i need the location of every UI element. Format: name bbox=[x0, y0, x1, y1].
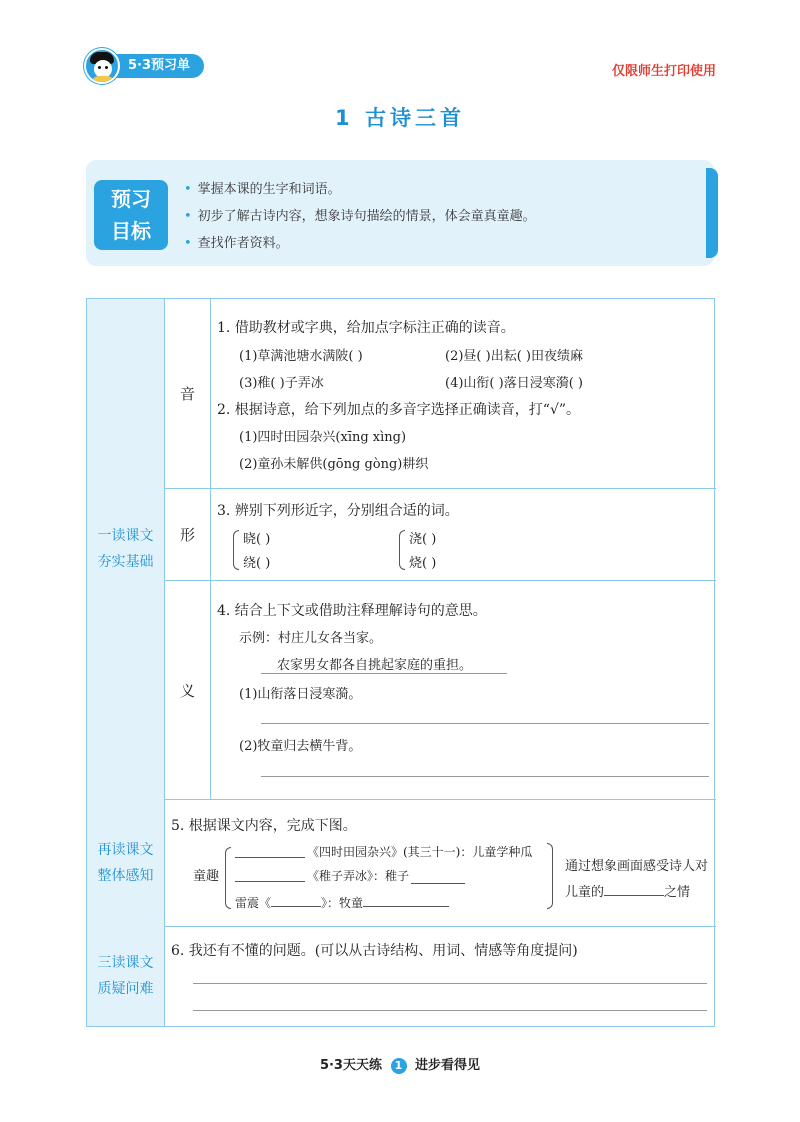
page-title: 1 古诗三首 bbox=[335, 106, 465, 130]
q5-right-2-post: 之情 bbox=[664, 885, 691, 900]
answer-line[interactable] bbox=[261, 723, 709, 724]
exercise-table bbox=[86, 298, 715, 1027]
q1-item-4: (4)山衔( )落日浸寒漪( ) bbox=[445, 376, 583, 391]
answer-line[interactable] bbox=[193, 983, 707, 984]
brand-label: 5·3预习单 bbox=[106, 54, 204, 78]
q1-item-2: (2)昼( )出耘( )田夜绩麻 bbox=[445, 349, 583, 364]
q3-a1: 晓( ) bbox=[243, 532, 271, 547]
sub-label-yin: 音 bbox=[165, 299, 211, 488]
footer-left: 5·3天天练 bbox=[319, 1058, 382, 1073]
q5-branch-3-pre: 雷震《 bbox=[235, 896, 272, 910]
section-1-line2: 夯实基础 bbox=[97, 554, 154, 570]
brand-logo bbox=[84, 48, 204, 84]
page-footer bbox=[0, 1054, 800, 1074]
q1-item-1: (1)草满池塘水满陂( ) bbox=[239, 349, 363, 364]
restriction-note: 仅限师生打印使用 bbox=[611, 64, 716, 79]
blank-line[interactable] bbox=[363, 893, 449, 907]
q5-right-1: 通过想象画面感受诗人对 bbox=[565, 859, 709, 874]
footer-right: 进步看得见 bbox=[415, 1058, 481, 1073]
q3-b1: 浇( ) bbox=[409, 532, 437, 547]
section-1-line1: 一读课文 bbox=[97, 528, 154, 544]
answer-line[interactable] bbox=[193, 1010, 707, 1011]
q4-item-1: (1)山衔落日浸寒漪。 bbox=[239, 687, 362, 702]
page-number: 1 bbox=[391, 1058, 407, 1074]
brace-left-a bbox=[233, 530, 239, 570]
goals-badge bbox=[94, 180, 168, 250]
q5-root: 童趣 bbox=[193, 869, 220, 884]
q4-item-2: (2)牧童归去横牛背。 bbox=[239, 739, 362, 754]
q5-right-2-pre: 儿童的 bbox=[565, 885, 605, 900]
brace-right-diagram bbox=[547, 843, 553, 909]
q1-item-3: (3)稚( )子弄冰 bbox=[239, 376, 324, 391]
xing-content bbox=[217, 488, 712, 580]
yin-content bbox=[217, 299, 712, 488]
q4-prompt: 4. 结合上下文或借助注释理解诗句的意思。 bbox=[217, 603, 487, 619]
q5-branch-3 bbox=[235, 893, 449, 911]
q5-branch-2: 《稚子弄冰》：稚子 bbox=[307, 869, 410, 883]
sub-label-yi: 义 bbox=[165, 580, 211, 799]
goals-edge-decoration bbox=[706, 168, 718, 258]
brace-left-b bbox=[399, 530, 405, 570]
q1-prompt: 1. 借助教材或字典，给加点字标注正确的读音。 bbox=[217, 320, 515, 336]
goals-list bbox=[184, 176, 536, 257]
yi-content bbox=[217, 580, 712, 799]
q6-content bbox=[171, 926, 713, 1026]
q3-a2: 绕( ) bbox=[243, 556, 271, 571]
q3-b2: 烧( ) bbox=[409, 556, 437, 571]
q5-right-2 bbox=[565, 881, 690, 900]
blank-line[interactable] bbox=[235, 881, 305, 882]
goal-item: • 初步了解古诗内容，想象诗句描绘的情景，体会童真童趣。 bbox=[184, 203, 536, 230]
goal-item: • 掌握本课的生字和词语。 bbox=[184, 176, 536, 203]
q2-item-2: (2)童孙未解供(gōng gòng)耕织 bbox=[239, 457, 429, 472]
section-label-3 bbox=[87, 926, 165, 1026]
goals-box bbox=[86, 160, 714, 266]
blank-line[interactable] bbox=[235, 857, 305, 858]
goal-item: • 查找作者资料。 bbox=[184, 230, 536, 257]
sub-label-xing: 形 bbox=[165, 488, 211, 580]
blank-line[interactable] bbox=[411, 883, 465, 884]
q5-content bbox=[171, 799, 713, 926]
section-2-line2: 整体感知 bbox=[97, 867, 154, 884]
goals-badge-line1: 预习 bbox=[111, 187, 151, 211]
blank-line[interactable] bbox=[271, 893, 321, 907]
section-3-line1: 三读课文 bbox=[97, 955, 154, 971]
q4-example-answer: 农家男女都各自挑起家庭的重担。 bbox=[277, 658, 473, 673]
q3-prompt: 3. 辨别下列形近字，分别组合适的词。 bbox=[217, 503, 459, 519]
section-2-line1: 再读课文 bbox=[97, 841, 154, 858]
section-label-1 bbox=[87, 299, 165, 799]
answer-line[interactable] bbox=[261, 776, 709, 777]
blank-line[interactable] bbox=[604, 882, 664, 896]
mascot-icon bbox=[84, 48, 120, 84]
q2-item-1: (1)四时田园杂兴(xīng xìng) bbox=[239, 430, 407, 445]
q5-branch-1: 《四时田园杂兴》(其三十一)：儿童学种瓜 bbox=[307, 845, 533, 859]
answer-underline bbox=[261, 673, 507, 674]
brace-left-diagram bbox=[225, 847, 231, 909]
q5-prompt: 5. 根据课文内容，完成下图。 bbox=[171, 818, 357, 834]
goals-badge-line2: 目标 bbox=[111, 219, 151, 243]
section-3-line2: 质疑问难 bbox=[97, 981, 154, 997]
section-label-2 bbox=[87, 799, 165, 926]
q2-prompt: 2. 根据诗意，给下列加点的多音字选择正确读音，打“√”。 bbox=[217, 402, 581, 418]
q6-prompt: 6. 我还有不懂的问题。(可以从古诗结构、用词、情感等角度提问) bbox=[171, 943, 578, 959]
q4-example: 示例：村庄儿女各当家。 bbox=[239, 631, 383, 646]
q5-branch-3-post: 》：牧童 bbox=[321, 896, 364, 910]
